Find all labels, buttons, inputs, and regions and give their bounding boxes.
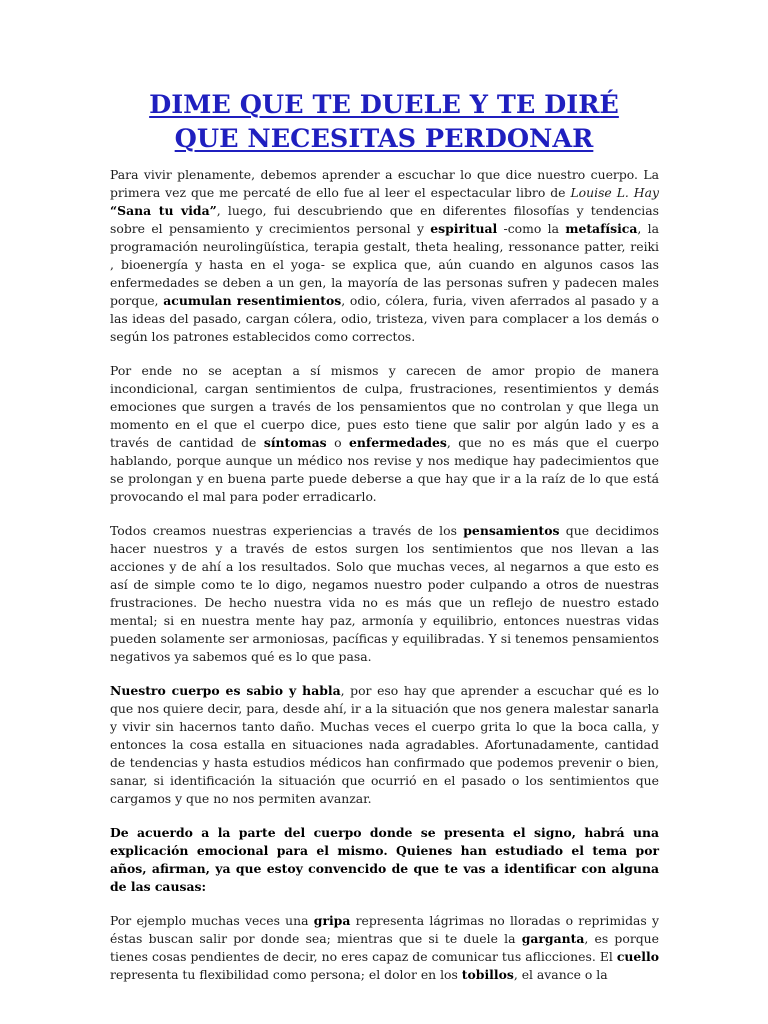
text-run: Por ejemplo muchas veces una: [110, 913, 314, 928]
bold-phrase: acumulan resentimientos: [163, 293, 342, 308]
paragraph-1: [110, 166, 659, 346]
title-line-2: QUE NECESITAS PERDONAR: [174, 124, 594, 154]
text-run: representa tu flexibilidad como persona; el dolor en los: [110, 967, 462, 982]
paragraph-5: [110, 824, 659, 896]
bold-phrase: enfermedades: [349, 435, 447, 450]
document-body: [110, 166, 659, 1000]
bold-phrase: metafísica: [565, 221, 638, 236]
title-line-1: DIME QUE TE DUELE Y TE DIRÉ: [149, 90, 619, 120]
bold-phrase: De acuerdo a la parte del cuerpo donde se presenta el signo, habrá una explicación emocional para el mismo. Quienes han estudiado el tema por años, afirman, ya que estoy convencido de que te vas a identificar con alguna de las causas:: [110, 825, 659, 894]
bold-phrase: cuello: [616, 949, 659, 964]
bold-phrase: “Sana tu vida”: [110, 203, 217, 218]
paragraph-4: [110, 682, 659, 808]
text-run: , por eso hay que aprender a escuchar qué es lo que nos quiere decir, para, desde ahí, ir a la situación que nos genera malestar sanarla y vivir sin hacernos tanto daño. Muchas veces el cuerpo grita lo que la boca calla, y entonces la cosa estalla en situaciones nada agradables. Afortunadamente, cantidad de tendencias y hasta estudios médicos han confirmado que podemos prevenir o bien, sanar, si identificación la situación que ocurrió en el pasado o los sentimientos que cargamos y que no nos permiten avanzar.: [110, 683, 659, 806]
text-run: , luego, fui descubriendo que en diferentes filosofías y tendencias sobre el pensamiento y crecimientos personal y: [110, 203, 659, 236]
paragraph-2: [110, 362, 659, 506]
bold-phrase: síntomas: [263, 435, 327, 450]
text-run: , odio, cólera, furia, viven aferrados al pasado y a las ideas del pasado, cargan cólera, odio, tristeza, viven para complacer a los demás o según los patrones establecidos como correctos.: [110, 293, 660, 344]
text-run: , la programación neurolingüística, terapia gestalt, theta healing, ressonance patter, reiki , bioenergía y hasta en el yoga- se explica que, aún cuando en algunos casos las enfermedades se deben a un gen, la mayoría de las personas sufren y padecen males porque,: [110, 221, 660, 308]
document-title: [100, 88, 668, 156]
italic-phrase: Louise L. Hay: [570, 185, 660, 200]
text-run: , es porque tienes cosas pendientes de decir, no eres capaz de comunicar tus aflicciones. El: [110, 931, 659, 964]
text-run: que decidimos hacer nuestros y a través de estos surgen los sentimientos que nos llevan a las acciones y de ahí a los resultados. Solo que muchas veces, al negarnos a que esto es así de simple como te lo digo, negamos nuestro poder culpando a otros de nuestras frustraciones. De hecho nuestra vida no es más que un reflejo de nuestro estado mental; si en nuestra mente hay paz, armonía y equilibrio, entonces nuestras vidas pueden solamente ser armoniosas, pacíficas y equilibradas. Y si tenemos pensamientos negativos ya sabemos qué es lo que pasa.: [110, 523, 659, 664]
paragraph-6: [110, 912, 659, 984]
text-run: representa lágrimas no lloradas o reprimidas y éstas buscan salir por donde sea; mientras que si te duele la: [110, 913, 659, 946]
text-run: -como la: [497, 221, 566, 236]
bold-phrase: Nuestro cuerpo es sabio y habla: [110, 683, 341, 698]
bold-phrase: garganta: [521, 931, 585, 946]
bold-phrase: espiritual: [430, 221, 498, 236]
text-run: , el avance o la: [513, 967, 608, 982]
paragraph-3: [110, 522, 659, 666]
text-run: , que no es más que el cuerpo hablando, porque aunque un médico nos revise y nos medique hay padecimientos que se prolongan y en buena parte puede deberse a que hay que ir a la raíz de lo que está provocando el mal para poder erradicarlo.: [110, 435, 659, 504]
text-run: o: [326, 435, 350, 450]
bold-phrase: tobillos: [461, 967, 514, 982]
text-run: Para vivir plenamente, debemos aprender a escuchar lo que dice nuestro cuerpo. La primera vez que me percaté de ello fue al leer el espectacular libro de: [110, 167, 659, 200]
text-run: Todos creamos nuestras experiencias a través de los: [110, 523, 464, 538]
bold-phrase: pensamientos: [463, 523, 560, 538]
bold-phrase: gripa: [313, 913, 351, 928]
text-run: Por ende no se aceptan a sí mismos y carecen de amor propio de manera incondicional, cargan sentimientos de culpa, frustraciones, resentimientos y demás emociones que surgen a través de los pensamientos que no controlan y que llega un momento en el que el cuerpo dice, pues esto tiene que salir por algún lado y es a través de cantidad de: [110, 363, 659, 450]
